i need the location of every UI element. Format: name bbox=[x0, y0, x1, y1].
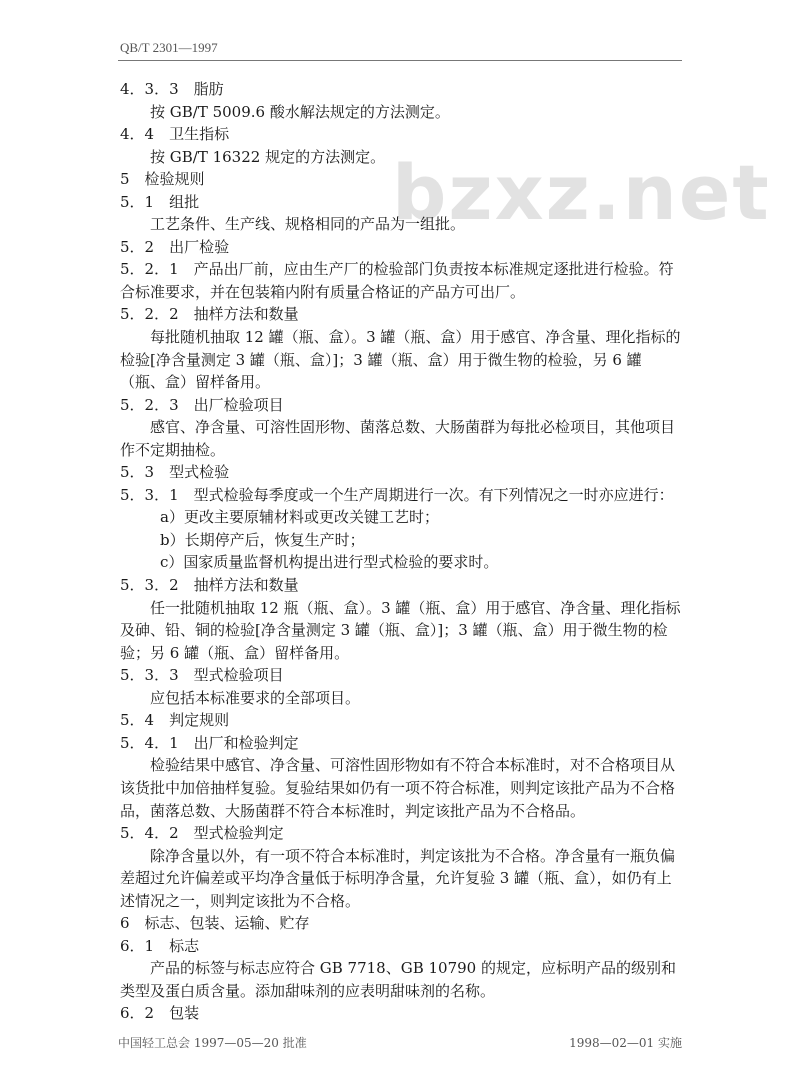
implementation-date: 1998—02—01 实施 bbox=[569, 1036, 682, 1050]
section-heading: 4．4 卫生指标 bbox=[120, 125, 230, 144]
document-code: QB/T 2301—1997 bbox=[120, 40, 218, 55]
header-rule bbox=[118, 60, 682, 61]
list-item: c）国家质量监督机构提出进行型式检验的要求时。 bbox=[160, 553, 499, 572]
paragraph: 应包括本标准要求的全部项目。 bbox=[150, 688, 361, 707]
paragraph: 产品的标签与标志应符合 GB 7718、GB 10790 的规定，应标明产品的级别和类型及蛋白质含量。添加甜味剂的应表明甜味剂的名称。 bbox=[120, 959, 676, 1000]
section-heading: 5．2．3 出厂检验项目 bbox=[120, 395, 284, 414]
list-item: b）长期停产后，恢复生产时； bbox=[160, 530, 365, 549]
section-heading: 5．3．2 抽样方法和数量 bbox=[120, 576, 299, 595]
section-heading: 5．3 型式检验 bbox=[120, 463, 230, 482]
paragraph: 工艺条件、生产线、规格相同的产品为一组批。 bbox=[150, 215, 466, 234]
paragraph: 按 GB/T 16322 规定的方法测定。 bbox=[150, 147, 386, 166]
paragraph: 任一批随机抽取 12 瓶（瓶、盒）。3 罐（瓶、盒）用于感官、净含量、理化指标及砷、铅、铜的检验[净含量测定 3 罐（瓶、盒）]；3 罐（瓶、盒）用于微生物的检验；另 6 罐（瓶、盒）留样备用。 bbox=[120, 598, 681, 662]
section-heading: 5．2．1 产品出厂前，应由生产厂的检验部门负责按本标准规定逐批进行检验。符合标准要求，并在包装箱内附有质量合格证的产品方可出厂。 bbox=[120, 260, 674, 301]
section-heading: 5．2 出厂检验 bbox=[120, 237, 230, 256]
document-body bbox=[120, 78, 686, 1025]
section-heading: 5．4 判定规则 bbox=[120, 711, 230, 730]
watermark: bzxz.net bbox=[392, 148, 771, 237]
section-heading: 6 标志、包装、运输、贮存 bbox=[120, 914, 310, 933]
paragraph: 每批随机抽取 12 罐（瓶、盒）。3 罐（瓶、盒）用于感官、净含量、理化指标的检验[净含量测定 3 罐（瓶、盒）]；3 罐（瓶、盒）用于微生物的检验，另 6 罐（瓶、盒）留样备用。 bbox=[120, 328, 681, 392]
section-heading: 6．2 包装 bbox=[120, 1004, 200, 1023]
section-heading: 5．4．2 型式检验判定 bbox=[120, 824, 284, 843]
paragraph: 除净含量以外，有一项不符合本标准时，判定该批为不合格。净含量有一瓶负偏差超过允许偏差或平均净含量低于标明净含量，允许复验 3 罐（瓶、盒），如仍有上述情况之一，则判定该批为不合格。 bbox=[120, 846, 676, 910]
paragraph: 检验结果中感官、净含量、可溶性固形物如有不符合本标准时，对不合格项目从该货批中加倍抽样复验。复验结果如仍有一项不符合标准，则判定该批产品为不合格品，菌落总数、大肠菌群不符合本标准时，判定该批产品为不合格品。 bbox=[120, 756, 676, 820]
section-heading: 4．3．3 脂肪 bbox=[120, 80, 224, 98]
section-heading: 5 检验规则 bbox=[120, 170, 205, 189]
paragraph: 按 GB/T 5009.6 酸水解法规定的方法测定。 bbox=[150, 102, 450, 121]
section-heading: 5．2．2 抽样方法和数量 bbox=[120, 305, 299, 324]
paragraph: 感官、净含量、可溶性固形物、菌落总数、大肠菌群为每批必检项目，其他项目作不定期抽检。 bbox=[120, 418, 676, 459]
section-heading: 5．3．3 型式检验项目 bbox=[120, 666, 284, 685]
section-heading: 5．4．1 出厂和检验判定 bbox=[120, 733, 299, 752]
section-heading: 5．1 组批 bbox=[120, 192, 200, 211]
list-item: a）更改主要原辅材料或更改关键工艺时； bbox=[160, 508, 439, 527]
approval-date: 中国轻工总会 1997—05—20 批准 bbox=[118, 1036, 307, 1050]
section-heading: 5．3．1 型式检验每季度或一个生产周期进行一次。有下列情况之一时亦应进行： bbox=[120, 485, 674, 504]
section-heading: 6．1 标志 bbox=[120, 936, 200, 955]
